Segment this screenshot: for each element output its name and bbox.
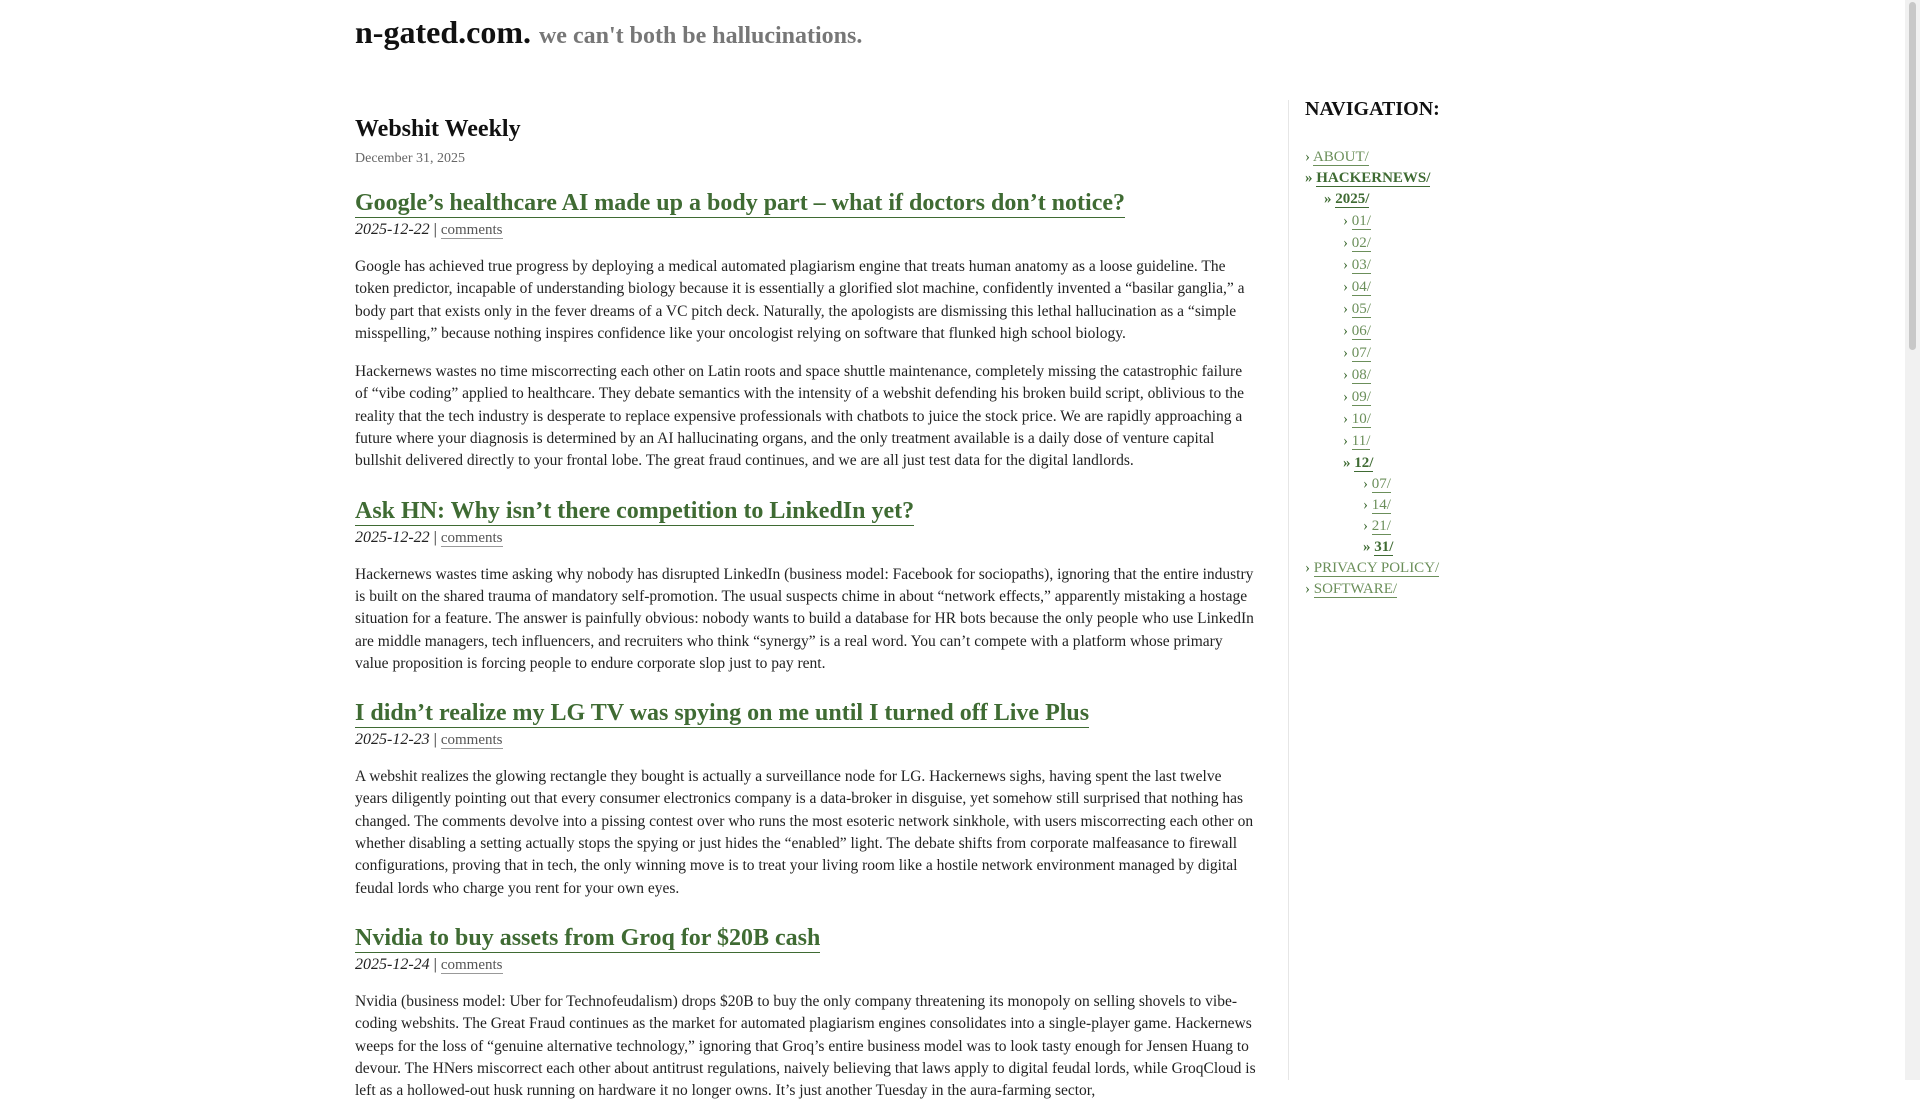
chevron-right-icon: › <box>1363 476 1368 492</box>
meta-separator: | <box>433 221 437 238</box>
nav-link-year-2025[interactable]: 2025/ <box>1335 191 1370 207</box>
nav-item-month <box>1305 254 1605 276</box>
scrollbar-thumb[interactable] <box>1909 2 1916 350</box>
nav-link-month[interactable]: 09/ <box>1351 389 1371 405</box>
comments-link[interactable]: comments <box>440 732 503 749</box>
nav-link-day[interactable]: 07/ <box>1371 476 1391 492</box>
nav-link-month[interactable]: 11/ <box>1351 433 1371 449</box>
nav-link-month[interactable]: 10/ <box>1351 411 1371 427</box>
nav-item-month <box>1305 342 1605 364</box>
news-item <box>355 489 1258 675</box>
news-item <box>355 916 1258 1102</box>
item-meta <box>355 728 1258 752</box>
sidebar <box>1305 98 1605 600</box>
nav-item-month <box>1305 320 1605 342</box>
nav-item-month <box>1305 430 1605 452</box>
chevron-right-icon: › <box>1343 235 1348 251</box>
nav-link-month[interactable]: 02/ <box>1351 235 1371 251</box>
chevron-right-icon: › <box>1305 560 1310 576</box>
meta-separator: | <box>433 528 437 546</box>
nav-link-day-active[interactable]: 31/ <box>1374 539 1394 555</box>
comments-link[interactable]: comments <box>440 956 503 973</box>
item-date: 2025-12-23 <box>355 731 430 749</box>
chevron-right-icon: › <box>1343 279 1348 295</box>
nav-link-about[interactable]: ABOUT/ <box>1312 149 1369 165</box>
double-chevron-right-icon: » <box>1343 455 1351 471</box>
site-title-link[interactable]: n-gated.com. <box>355 14 531 50</box>
double-chevron-right-icon: » <box>1363 539 1371 555</box>
vertical-scrollbar[interactable] <box>1905 0 1920 1080</box>
nav-link-month[interactable]: 07/ <box>1351 345 1371 361</box>
item-title-link[interactable]: Nvidia to buy assets from Groq for $20B cash <box>355 924 821 951</box>
double-chevron-right-icon: » <box>1324 191 1332 207</box>
news-item <box>355 691 1258 900</box>
chevron-right-icon: › <box>1305 581 1310 597</box>
nav-link-hackernews[interactable]: HACKERNEWS/ <box>1316 170 1431 186</box>
chevron-right-icon: › <box>1343 367 1348 383</box>
nav-item-software <box>1305 579 1605 600</box>
chevron-right-icon: › <box>1343 411 1348 427</box>
nav-item-month <box>1305 386 1605 408</box>
post-date: December 31, 2025 <box>355 151 466 166</box>
comments-link[interactable]: comments <box>440 529 503 546</box>
nav-link-month[interactable]: 01/ <box>1351 213 1371 229</box>
nav-item-month <box>1305 298 1605 320</box>
item-title-link[interactable]: Ask HN: Why isn’t there competition to LinkedIn yet? <box>355 497 915 524</box>
nav-item-year <box>1305 189 1605 210</box>
nav-item-about <box>1305 147 1605 168</box>
chevron-right-icon: › <box>1363 497 1368 513</box>
item-meta <box>355 953 1258 977</box>
nav-link-day[interactable]: 14/ <box>1371 497 1391 513</box>
nav-item-day-active <box>1305 537 1605 558</box>
item-meta <box>355 218 1258 242</box>
nav-item-privacy <box>1305 558 1605 579</box>
news-item <box>355 181 1258 473</box>
item-paragraph: Nvidia (business model: Uber for Technofeudalism) drops $20B to buy the only company threatening its monopoly on selling shovels to vibe-coding webshits. The Great Fraud continues as the market for automated plagiarism engines consolidates into a single-player game. Hackernews weeps for the loss of “genuine alternative technology,” ignoring that Groq’s entire business model was to look tasty enough for Jensen Huang to devour. The HNers miscorrect each other about antitrust regulations, naively believing that laws apply to digital feudal lords, while GroqCloud is left as a hollowed-out husk running on hardware it no longer owns. It’s just another Tuesday in the aura-farming sector, <box>355 992 1256 1100</box>
nav-link-month[interactable]: 06/ <box>1351 323 1371 339</box>
chevron-right-icon: › <box>1343 301 1348 317</box>
nav-item-month-active <box>1305 452 1605 474</box>
nav-item-day <box>1305 516 1605 537</box>
nav-item-month <box>1305 364 1605 386</box>
chevron-right-icon: › <box>1343 323 1348 339</box>
nav-list <box>1305 147 1605 600</box>
item-meta <box>355 526 1258 550</box>
item-date: 2025-12-22 <box>355 221 430 238</box>
meta-separator: | <box>433 731 437 749</box>
item-title-link[interactable]: Google’s healthcare AI made up a body part – what if doctors don’t notice? <box>355 190 1125 216</box>
sidebar-divider <box>1288 100 1289 1080</box>
nav-item-month <box>1305 232 1605 254</box>
main-content <box>355 112 1258 1118</box>
nav-item-day <box>1305 474 1605 495</box>
nav-link-month[interactable]: 08/ <box>1351 367 1371 383</box>
site-tagline: we can't both be hallucinations. <box>538 23 863 49</box>
nav-link-month-active[interactable]: 12/ <box>1354 455 1374 471</box>
nav-link-day[interactable]: 21/ <box>1371 518 1391 534</box>
nav-item-month <box>1305 276 1605 298</box>
nav-item-month <box>1305 210 1605 232</box>
chevron-right-icon: › <box>1343 213 1348 229</box>
item-title-link[interactable]: I didn’t realize my LG TV was spying on me until I turned off Live Plus <box>355 700 1090 727</box>
item-paragraph: Hackernews wastes time asking why nobody has disrupted LinkedIn (business model: Facebook for sociopaths), ignoring that the entire industry is built on the shared trauma of mandatory self-promotion. The usual suspects chime in about “network effects,” apparently mistaking a hostage situation for a feature. The answer is painfully obvious: nobody wants to build a database for HR bots because the only people who use LinkedIn are middle managers, tech influencers, and recruiters who think “synergy” is a real word. You can’t compete with a platform whose primary value proposition is forcing people to endure corporate slop just to pay rent. <box>355 565 1254 672</box>
post-title: Webshit Weekly <box>355 116 521 142</box>
chevron-right-icon: › <box>1343 389 1348 405</box>
comments-link[interactable]: comments <box>440 222 503 238</box>
nav-link-month[interactable]: 04/ <box>1351 279 1371 295</box>
nav-link-month[interactable]: 05/ <box>1351 301 1371 317</box>
chevron-right-icon: › <box>1343 257 1348 273</box>
item-paragraph: Google has achieved true progress by deploying a medical automated plagiarism engine that treats human anatomy as a loose guideline. The token predictor, incapable of understanding biology because it is essentially a glorified slot machine, confidently invented a “basilar ganglia,” a body part that exists only in the fever dreams of a VC pitch deck. Naturally, the apologists are dismissing this lethal hallucination as a “simple misspelling,” because nothing inspires confidence like your oncologist relying on software that flunked high school biology. <box>355 258 1245 342</box>
item-date: 2025-12-24 <box>355 955 430 973</box>
chevron-right-icon: › <box>1363 518 1368 534</box>
chevron-right-icon: › <box>1343 345 1348 361</box>
item-date: 2025-12-22 <box>355 528 430 546</box>
site-header <box>355 14 862 51</box>
nav-link-privacy[interactable]: PRIVACY POLICY/ <box>1313 560 1440 576</box>
nav-item-hackernews <box>1305 168 1605 189</box>
double-chevron-right-icon: » <box>1305 170 1313 186</box>
nav-item-month <box>1305 408 1605 430</box>
chevron-right-icon: › <box>1305 149 1310 165</box>
meta-separator: | <box>433 955 437 973</box>
item-paragraph: A webshit realizes the glowing rectangle they bought is actually a surveillance node for LG. Hackernews sighs, having spent the last twelve years diligently pointing out that every consumer electronics company is a data-broker in disguise, yet somehow still surprised that nothing has changed. The comments devolve into a pissing contest over who runs the most esoteric network sinkhole, with users miscorrecting each other on whether disabling a setting actually stops the spying or just hides the “enabled” light. The debate shifts from corporate malfeasance to firewall configurations, proving that in tech, the only winning move is to treat your living room like a hostile network environment managed by digital feudal lords who charge you rent for your own eyes. <box>355 768 1254 897</box>
item-paragraph: Hackernews wastes no time miscorrecting each other on Latin roots and space shuttle maintenance, completely missing the catastrophic failure of “vibe coding” applied to healthcare. They debate semantics with the intensity of a webshit defending his broken build script, oblivious to the reality that the tech industry is desperate to replace expensive professionals with chatbots to juice the stock price. We are rapidly approaching a future where your diagnosis is determined by an AI hallucinating organs, and the only treatment available is a daily dose of venture capital bullshit delivered directly to your frontal lobe. The great fraud continues, and we are all just test data for the digital landlords. <box>355 363 1245 470</box>
nav-link-software[interactable]: SOFTWARE/ <box>1313 581 1398 597</box>
nav-heading: NAVIGATION: <box>1305 98 1440 120</box>
chevron-right-icon: › <box>1343 433 1348 449</box>
nav-item-day <box>1305 495 1605 516</box>
nav-link-month[interactable]: 03/ <box>1351 257 1371 273</box>
